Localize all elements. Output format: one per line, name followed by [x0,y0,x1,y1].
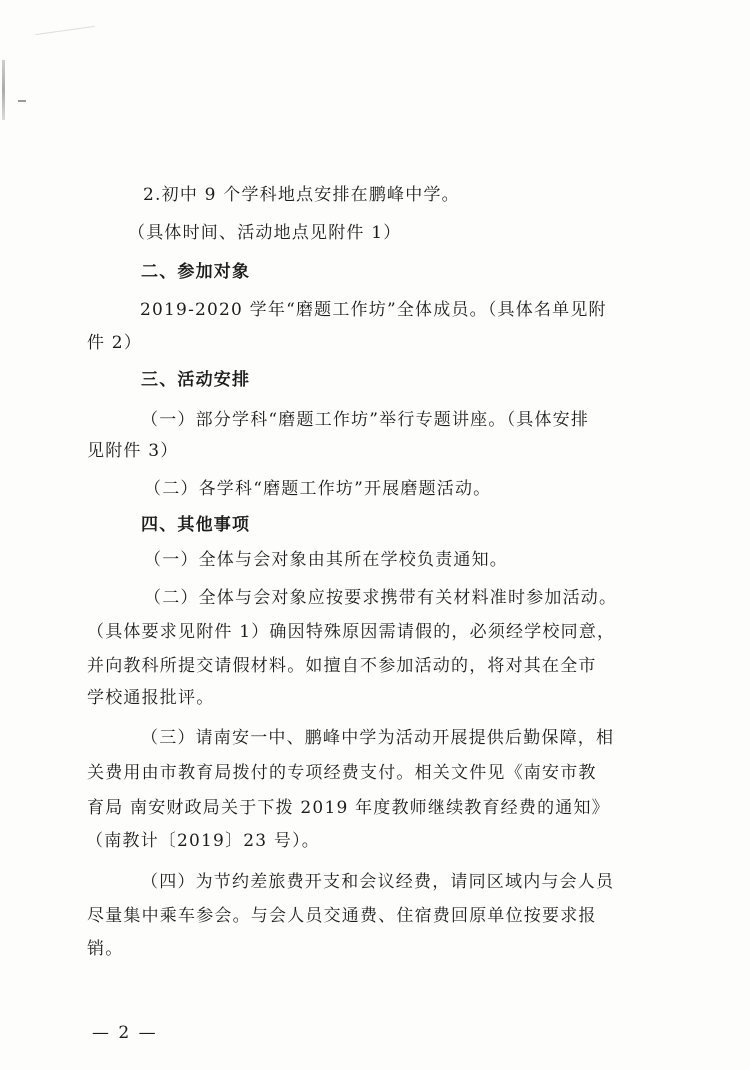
item-2-location: 2.初中 9 个学科地点安排在鹏峰中学。 [143,185,460,205]
participants-text-line-1: 2019-2020 学年“磨题工作坊”全体成员。（具体名单见附 [140,300,607,320]
note-attachment-1: （具体时间、活动地点见附件 1） [128,223,402,243]
section-heading-arrangement: 三、活动安排 [141,370,251,390]
other-item-3-line-3: 育局 南安财政局关于下拨 2019 年度教师继续教育经费的通知》 [87,798,610,818]
other-item-2-line-3: 并向教科所提交请假材料。如擅自不参加活动的，将对其在全市 [87,656,597,676]
other-item-3-line-4: （南教计〔2019〕23 号）。 [86,831,320,851]
arrangement-item-1-line-2: 见附件 3） [87,441,179,461]
other-item-3-line-1: （三）请南安一中、鹏峰中学为活动开展提供后勤保障，相 [141,728,615,748]
arrangement-item-2: （二）各学科“磨题工作坊”开展磨题活动。 [144,479,492,499]
section-heading-participants: 二、参加对象 [141,262,251,282]
arrangement-item-1-line-1: （一）部分学科“磨题工作坊”举行专题讲座。（具体安排 [141,410,590,430]
other-item-3-line-2: 关费用由市教育局拨付的专项经费支付。相关文件见《南安市教 [87,763,597,783]
other-item-4-line-3: 销。 [87,939,124,959]
scan-edge-mark [2,60,5,120]
other-item-4-line-1: （四）为节约差旅费开支和会议经费，请同区域内与会人员 [141,872,615,892]
other-item-2-line-4: 学校通报批评。 [87,688,215,708]
page-number: — 2 — [92,1023,158,1043]
other-item-2-line-2: （具体要求见附件 1）确因特殊原因需请假的，必须经学校同意， [87,622,616,642]
other-item-2-line-1: （二）全体与会对象应按要求携带有关材料准时参加活动。 [144,588,618,608]
other-item-4-line-2: 尽量集中乘车参会。与会人员交通费、住宿费回原单位按要求报 [87,906,597,926]
scan-dot-mark [18,100,26,102]
other-item-1: （一）全体与会对象由其所在学校负责通知。 [144,550,508,570]
section-heading-other: 四、其他事项 [141,515,251,535]
participants-text-line-2: 件 2） [87,333,143,353]
scan-streak-mark [35,26,95,35]
